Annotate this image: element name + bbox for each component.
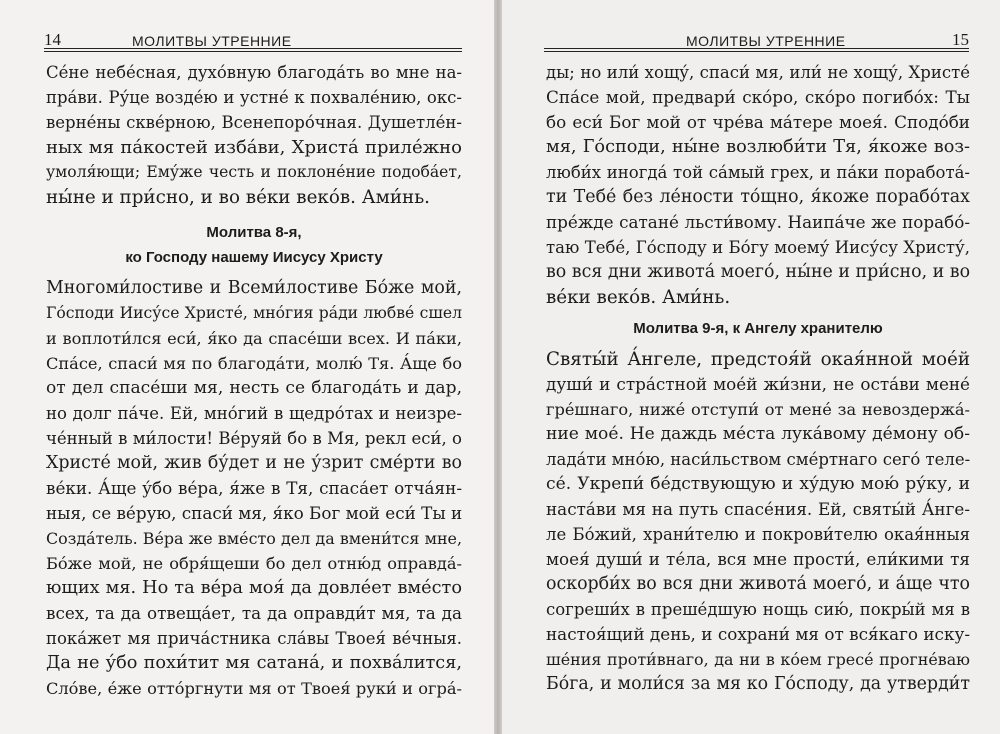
text-line: Бо́же мой, не обря́щеши бо дел отню́д оправда́- bbox=[46, 554, 462, 573]
running-title: МОЛИТВЫ УТРЕННИЕ bbox=[686, 33, 846, 49]
header-rule bbox=[44, 48, 462, 52]
left-page bbox=[0, 0, 494, 734]
text-line: наста́ви мя на путь спасе́ния. Ей, святы́й А́нге- bbox=[546, 499, 970, 519]
text-line: Го́споди Иису́се Христе́, мно́гия ра́ди любве́ сшел bbox=[46, 304, 462, 322]
text-line: Бо́га, и моли́ся за мя ко Го́споду, да утверди́т bbox=[546, 674, 970, 694]
text-line: бо еси́ Бог мой от чре́ва ма́тере моея́. Сподо́би bbox=[546, 112, 970, 132]
text-line: Созда́тель. Ве́ра же вме́сто дел да вмени́тся мне, bbox=[46, 529, 462, 548]
header-rule bbox=[544, 48, 969, 52]
text-line: души́ и стра́стной мое́й жи́зни, не оста́ви мене́ bbox=[546, 374, 970, 394]
page-number: 15 bbox=[952, 30, 969, 49]
running-title: МОЛИТВЫ УТРЕННИЕ bbox=[132, 33, 292, 49]
text-line: ние мое́. Не даждь ме́ста лука́вому де́мону об- bbox=[546, 424, 970, 444]
text-line: верне́ны скве́рною, Всенепоро́чная. Душетле́н- bbox=[46, 113, 462, 132]
prayer-heading-subtitle: ко Господу нашему Иисусу Христу bbox=[125, 249, 383, 266]
page-number: 14 bbox=[44, 30, 61, 49]
prayer-heading: Молитва 9-я, к Ангелу хранителю bbox=[633, 320, 883, 337]
right-page bbox=[502, 0, 1000, 734]
text-line: согреши́х в преше́дшую нощь сию́, покры́й мя в bbox=[546, 600, 970, 619]
text-line: умоля́ющи; Ему́же честь и поклоне́ние подоба́ет, bbox=[46, 163, 462, 181]
prayer-text bbox=[546, 347, 970, 697]
prayer-heading: Молитва 8-я, bbox=[206, 224, 302, 241]
text-line: Святы́й А́нгеле, предстоя́й окая́нной мое́й bbox=[546, 349, 970, 370]
text-line: Се́не небе́сная, духо́вную благода́ть во мне на- bbox=[46, 63, 462, 82]
text-line: таю Тебе́, Го́споду и Бо́гу моему́ Иису́су Христу́, bbox=[546, 238, 970, 257]
text-line: ных мя па́костей изба́ви, Христа́ приле́жно bbox=[46, 137, 462, 158]
text-line: Да не у́бо похи́тит мя сатана́, и похва́лится, bbox=[46, 653, 462, 673]
text-line: ве́ки. А́ще у́бо ве́ра, я́же в Тя, спаса́ет отча́ян- bbox=[46, 478, 462, 498]
text-line: ныя, се ве́рую, спаси́ мя, я́ко Бог мой еси́ Ты и bbox=[46, 503, 463, 523]
text-line: ве́ки веко́в. Ами́нь. bbox=[546, 287, 731, 308]
paragraph-continuation bbox=[46, 60, 462, 210]
text-line: ле Бо́жий, храни́телю и покрови́телю окая́нныя bbox=[546, 525, 970, 544]
page-text bbox=[46, 60, 462, 701]
text-line: всех, та да отвеща́ет, та да оправди́т мя, та да bbox=[46, 603, 462, 623]
text-line: ти Тебе́ без ле́ности то́щно, я́коже порабо́тах bbox=[546, 187, 970, 207]
text-line: моея́ души́ и те́ла, вся мне прости́, ели́кими тя bbox=[546, 549, 970, 569]
text-line: Сло́ве, е́же отто́ргнути мя от Твоея́ руки́ и огра́- bbox=[46, 679, 462, 698]
paragraph-continuation bbox=[546, 60, 970, 310]
text-line: Спа́се мой, предвари́ ско́ро, ско́ро погибо́х: Ты bbox=[546, 87, 970, 107]
text-line: мя, Го́споди, ны́не возлюби́ти Тя, я́коже воз- bbox=[546, 137, 970, 157]
text-line: ше́ния проти́внаго, да ни в ко́ем гресе́ прогне́ваю bbox=[546, 650, 970, 669]
text-line: настоя́щий день, и сохрани́ мя от вся́каго иску- bbox=[546, 624, 970, 644]
text-line: Спа́се, спаси́ мя по благода́ти, молю́ Тя. А́ще бо bbox=[46, 354, 462, 373]
prayer-text bbox=[46, 276, 462, 701]
text-line: оскорби́х во вся дни живота́ моего́, и а́ще что bbox=[546, 574, 970, 594]
text-line: ющих мя. Но та ве́ра моя́ да довле́ет вме́сто bbox=[46, 578, 462, 598]
text-line: во вся дни живота́ моего́, ны́не и при́сно, и во bbox=[546, 262, 971, 282]
text-line: ны́не и при́сно, и во ве́ки веко́в. Ами́нь. bbox=[46, 187, 430, 208]
text-line: ды; но или́ хощу́, спаси́ мя, или́ не хощу́, Христе́ bbox=[546, 63, 970, 82]
text-line: и воплоти́лся еси́, я́ко да спасе́ши всех. И па́ки, bbox=[46, 329, 462, 348]
text-line: Христе́ мой, жив бу́дет и не у́зрит сме́рти во bbox=[46, 453, 462, 473]
text-line: пре́жде сатане́ льсти́вому. Наипа́че же порабо́- bbox=[546, 212, 970, 232]
text-line: но долг па́че. Ей, мно́гий в щедро́тах и неизре- bbox=[46, 404, 462, 423]
text-line: лада́ти мно́ю, наси́льством сме́ртнаго сего́ теле- bbox=[546, 450, 971, 469]
text-line: люби́х иногда́ той са́мый грех, и па́ки поработа́- bbox=[546, 163, 970, 182]
page-text bbox=[546, 60, 970, 697]
text-line: Многоми́лостиве и Всеми́лостиве Бо́же мой, bbox=[46, 278, 462, 298]
book-gutter bbox=[494, 0, 502, 734]
text-line: от дел спасе́ши мя, несть се благода́ть и дар, bbox=[46, 378, 462, 398]
text-line: че́нный в ми́лости! Ве́руяй бо в Мя, рекл еси́, о bbox=[46, 429, 462, 448]
text-line: пра́ви. Ру́це возде́ю и устне́ к похвале́нию, окс- bbox=[46, 88, 462, 107]
text-line: се́. Укрепи́ бе́дствующую и ху́дую мою́ ру́ку, и bbox=[546, 474, 970, 494]
text-line: пока́жет мя прича́стника сла́вы Твоея́ ве́чныя. bbox=[46, 629, 462, 648]
text-line: гре́шнаго, ниже́ отступи́ от мене́ за невоздержа́- bbox=[546, 400, 970, 419]
